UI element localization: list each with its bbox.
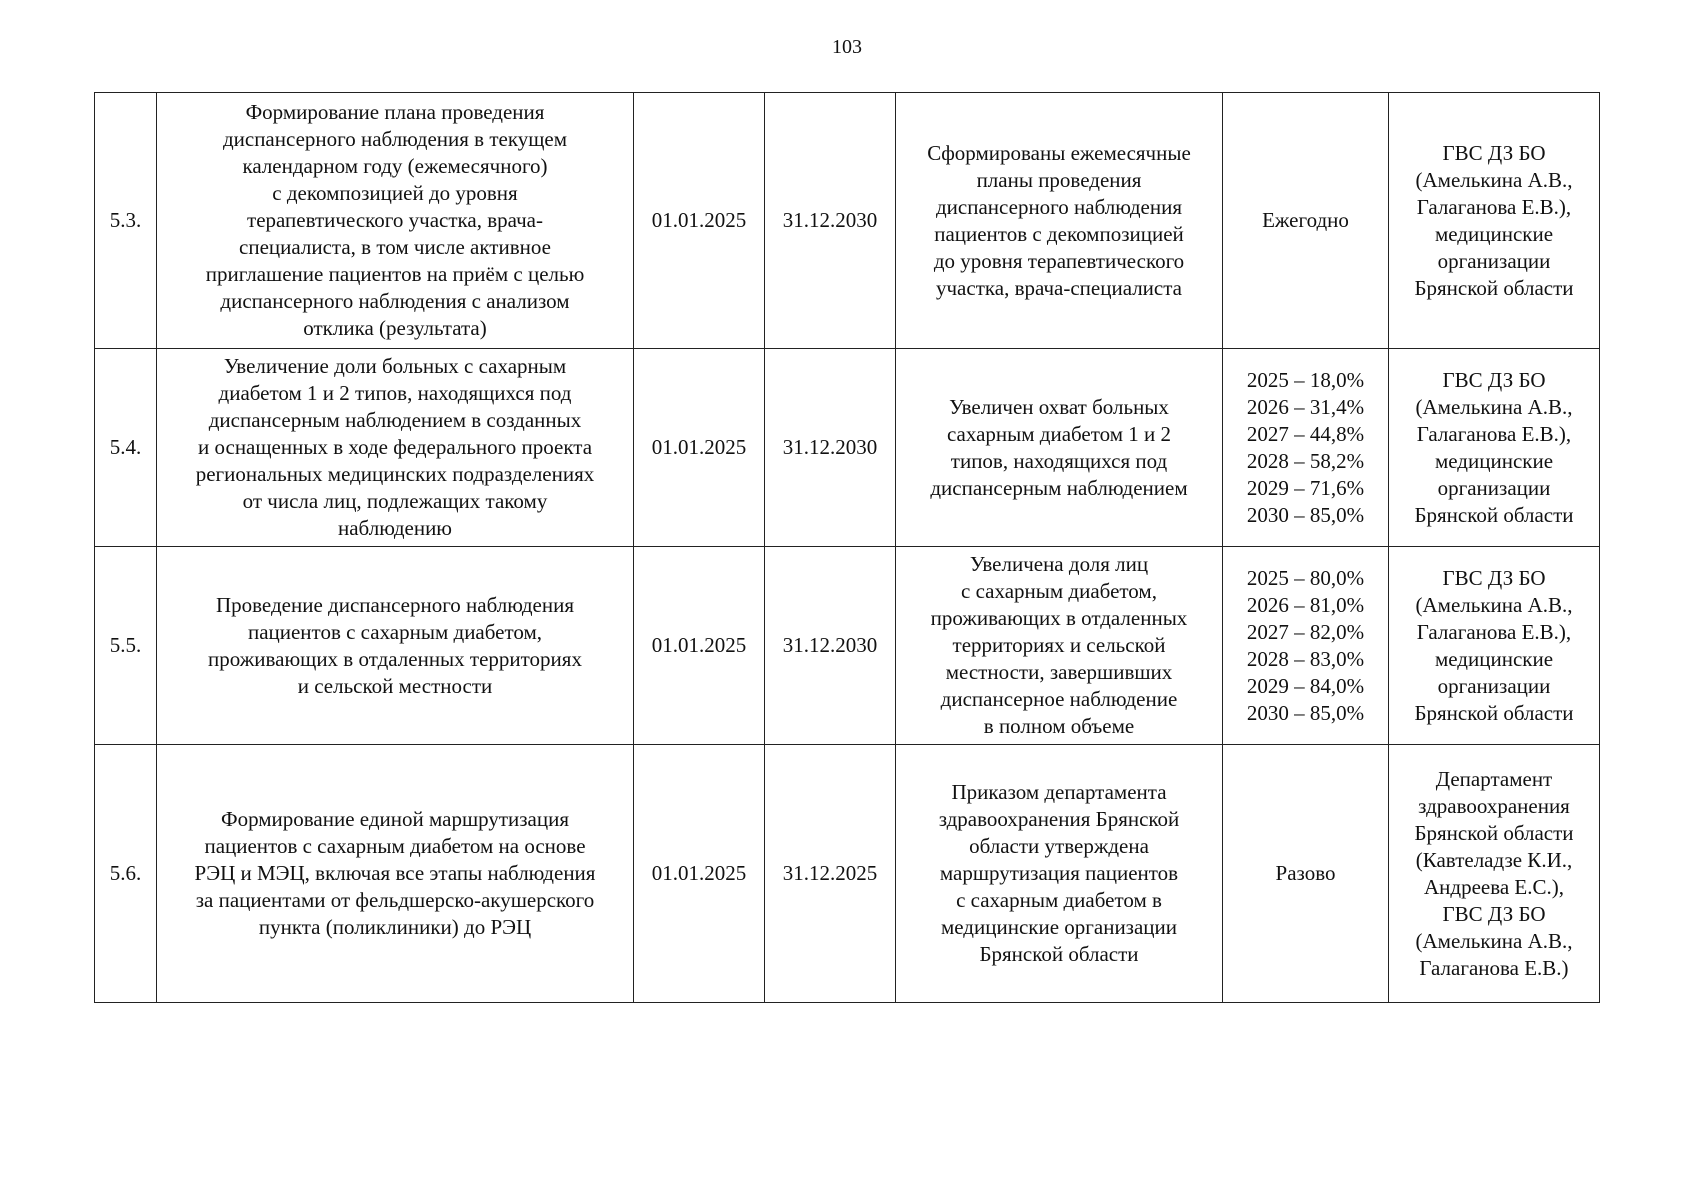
indicator <box>1223 349 1389 547</box>
text-line: календарном году (ежемесячного) <box>242 154 548 178</box>
text-line: 2028 – 58,2% <box>1246 448 1365 473</box>
text-line: проживающих в отдаленных <box>930 606 1188 630</box>
text-line: Галаганова Е.В.), <box>1416 421 1572 446</box>
row-number: 5.3. <box>95 93 157 349</box>
text-line: Увеличен охват больных <box>949 394 1169 419</box>
text-line: до уровня терапевтического <box>933 248 1185 273</box>
text-line: Брянской области <box>1414 275 1574 300</box>
text-line: здравоохранения <box>1418 793 1570 818</box>
text-line: диспансерного наблюдения в текущем <box>222 127 568 151</box>
text-line: Департамент <box>1435 766 1553 791</box>
text-line: области утверждена <box>969 834 1149 858</box>
text-line: Увеличена доля лиц <box>969 552 1149 576</box>
table-row <box>95 547 1600 745</box>
activity-name <box>157 745 634 1003</box>
text-line: (Кавтеладзе К.И., <box>1415 847 1573 872</box>
text-line: с сахарным диабетом, <box>961 579 1157 603</box>
indicator <box>1223 547 1389 745</box>
table-row <box>95 349 1600 547</box>
text-line: Галаганова Е.В.) <box>1419 955 1569 980</box>
end-date: 31.12.2030 <box>765 547 896 745</box>
text-line: (Амелькина А.В., <box>1415 167 1573 192</box>
activity-name <box>157 93 634 349</box>
text-line: Сформированы ежемесячные <box>927 140 1191 165</box>
text-line: пациентов с сахарным диабетом, <box>247 619 543 644</box>
text-line: пациентов с сахарным диабетом на основе <box>204 834 586 858</box>
text-line: участка, врача-специалиста <box>935 275 1182 300</box>
text-line: Ежегодно <box>1262 208 1349 232</box>
text-line: диспансерного наблюдения с анализом <box>220 289 570 313</box>
text-line: здравоохранения Брянской <box>938 807 1180 831</box>
text-line: диспансерным наблюдением <box>930 475 1188 500</box>
text-line: сахарным диабетом 1 и 2 <box>946 421 1172 446</box>
text-line: с декомпозицией до уровня <box>272 181 518 205</box>
text-line: Увеличение доли больных с сахарным <box>223 354 567 378</box>
text-line: Брянской области <box>1414 820 1574 845</box>
start-date: 01.01.2025 <box>634 349 765 547</box>
responsible <box>1389 745 1600 1003</box>
text-line: 2029 – 71,6% <box>1246 475 1365 500</box>
start-date: 01.01.2025 <box>634 547 765 745</box>
text-line: медицинские организации <box>940 915 1178 939</box>
text-line: Разово <box>1275 861 1336 885</box>
text-line: Формирование плана проведения <box>245 100 545 124</box>
text-line: Формирование единой маршрутизация <box>220 807 570 831</box>
text-line: пункта (поликлиники) до РЭЦ <box>258 915 532 939</box>
text-line: 2030 – 85,0% <box>1246 700 1365 725</box>
text-line: диспансерное наблюдение <box>940 687 1178 711</box>
responsible <box>1389 93 1600 349</box>
expected-result <box>896 547 1223 745</box>
text-line: медицинские <box>1434 448 1554 473</box>
text-line: отклика (результата) <box>303 316 487 340</box>
text-line: Приказом департамента <box>951 780 1167 804</box>
start-date: 01.01.2025 <box>634 745 765 1003</box>
text-line: с сахарным диабетом в <box>956 888 1162 912</box>
activity-name <box>157 349 634 547</box>
text-line: Брянской области <box>979 942 1139 966</box>
text-line: РЭЦ и МЭЦ, включая все этапы наблюдения <box>194 861 596 885</box>
text-line: диспансерного наблюдения <box>936 194 1182 219</box>
text-line: и сельской местности <box>297 673 493 698</box>
table-row <box>95 745 1600 1003</box>
text-line: приглашение пациентов на приём с целью <box>205 262 585 286</box>
text-line: Галаганова Е.В.), <box>1416 619 1572 644</box>
activity-name <box>157 547 634 745</box>
text-line: 2029 – 84,0% <box>1246 673 1365 698</box>
responsible <box>1389 547 1600 745</box>
text-line: в полном объеме <box>983 714 1135 738</box>
text-line: Брянской области <box>1414 700 1574 725</box>
text-line: специалиста, в том числе активное <box>239 235 551 259</box>
text-line: Брянской области <box>1414 502 1574 527</box>
text-line: и оснащенных в ходе федерального проекта <box>197 435 593 459</box>
text-line: 2025 – 18,0% <box>1246 367 1365 392</box>
text-line: местности, завершивших <box>945 660 1173 684</box>
text-line: терапевтического участка, врача- <box>247 208 543 232</box>
text-line: маршрутизация пациентов <box>939 861 1179 885</box>
expected-result <box>896 93 1223 349</box>
text-line: организации <box>1437 673 1551 698</box>
text-line: 2030 – 85,0% <box>1246 502 1365 527</box>
text-line: организации <box>1437 475 1551 500</box>
text-line: 2025 – 80,0% <box>1246 565 1365 590</box>
text-line: ГВС ДЗ БО <box>1442 565 1546 590</box>
end-date: 31.12.2030 <box>765 93 896 349</box>
responsible <box>1389 349 1600 547</box>
expected-result <box>896 349 1223 547</box>
text-line: Галаганова Е.В.), <box>1416 194 1572 219</box>
indicator <box>1223 93 1389 349</box>
text-line: ГВС ДЗ БО <box>1442 140 1546 165</box>
text-line: 2028 – 83,0% <box>1246 646 1365 671</box>
page-number: 103 <box>832 36 862 58</box>
text-line: 2026 – 31,4% <box>1246 394 1365 419</box>
row-number: 5.6. <box>95 745 157 1003</box>
text-line: Проведение диспансерного наблюдения <box>215 592 575 617</box>
text-line: типов, находящихся под <box>950 448 1168 473</box>
text-line: за пациентами от фельдшерско-акушерского <box>195 888 595 912</box>
text-line: диабетом 1 и 2 типов, находящихся под <box>218 381 572 405</box>
text-line: региональных медицинских подразделениях <box>195 462 595 486</box>
text-line: наблюдению <box>338 516 452 540</box>
text-line: (Амелькина А.В., <box>1415 928 1573 953</box>
text-line: пациентов с декомпозицией <box>934 221 1184 246</box>
table-row <box>95 93 1600 349</box>
text-line: (Амелькина А.В., <box>1415 592 1573 617</box>
row-number: 5.4. <box>95 349 157 547</box>
text-line: ГВС ДЗ БО <box>1442 367 1546 392</box>
text-line: Андреева Е.С.), <box>1423 874 1565 899</box>
text-line: 2027 – 44,8% <box>1246 421 1365 446</box>
row-number: 5.5. <box>95 547 157 745</box>
activities-table <box>94 92 1600 1003</box>
expected-result <box>896 745 1223 1003</box>
text-line: медицинские <box>1434 221 1554 246</box>
indicator <box>1223 745 1389 1003</box>
end-date: 31.12.2025 <box>765 745 896 1003</box>
text-line: 2027 – 82,0% <box>1246 619 1365 644</box>
text-line: территориях и сельской <box>952 633 1166 657</box>
text-line: организации <box>1437 248 1551 273</box>
end-date: 31.12.2030 <box>765 349 896 547</box>
text-line: от числа лиц, подлежащих такому <box>242 489 548 513</box>
text-line: проживающих в отдаленных территориях <box>208 646 582 671</box>
start-date: 01.01.2025 <box>634 93 765 349</box>
text-line: ГВС ДЗ БО <box>1442 901 1546 926</box>
text-line: (Амелькина А.В., <box>1415 394 1573 419</box>
text-line: медицинские <box>1434 646 1554 671</box>
text-line: 2026 – 81,0% <box>1246 592 1365 617</box>
text-line: планы проведения <box>976 167 1142 192</box>
text-line: диспансерным наблюдением в созданных <box>208 408 582 432</box>
